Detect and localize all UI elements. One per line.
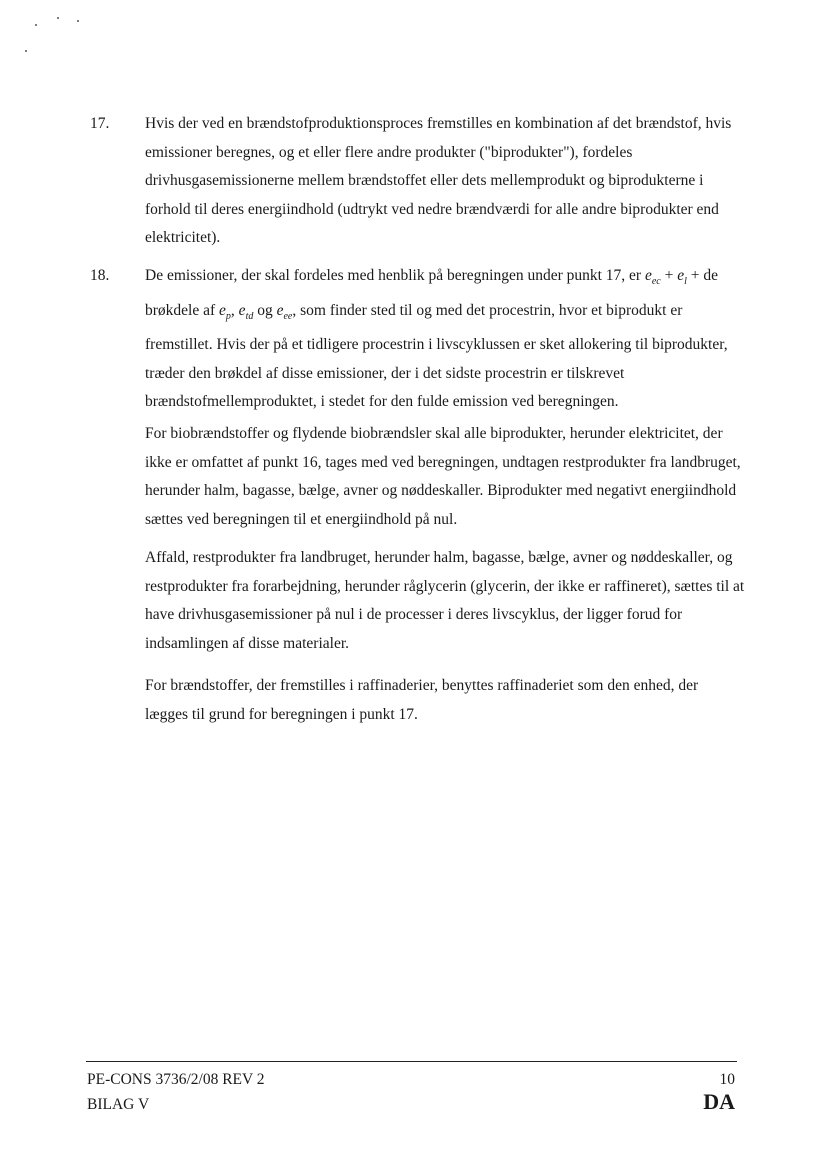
scan-speck [57,17,59,19]
paragraph-text: De emissioner, der skal fordeles med henblik på beregningen under punkt 17, er $e_{ec} + e_l$ + de brøkdele af $e_p$, $e_{td}$ og $e_{ee}$, som finder sted til og med det procestrin, hvor et biprodukt er fremstillet. Hvis der på et tidligere procestrin i livscyklussen er sket allokering til biprodukter, træder den brøkdel af disse emissioner, der i det sidste procestrin er tilskrevet brændstofmellemproduktet, i stedet for den fulde emission ved beregningen. [145,267,728,411]
paragraph-17 [90,110,750,253]
scan-speck [35,24,37,26]
formula-term-el: $e_l$ [677,267,687,288]
page-number: 10 [719,1071,735,1088]
formula-term-etd: $e_{td}$ [238,301,254,322]
footer-divider [86,1061,737,1062]
subparagraph-refineries: For brændstoffer, der fremstilles i raffinaderier, benyttes raffinaderiet som den enhed, der lægges til grund for beregningen i punkt 17. [145,677,699,723]
document-reference: PE-CONS 3736/2/08 REV 2 [87,1071,265,1088]
language-code: DA [703,1089,735,1114]
subparagraph-waste: Affald, restprodukter fra landbruget, herunder halm, bagasse, bælge, avner og nøddeskaller, og restprodukter fra forarbejdning, herunder råglycerin (glycerin, der ikke er raffineret), sættes til at have drivhusgasemissioner på nul i de processer i deres livscyklus, der ligger forud for indsamlingen af disse materialer. [145,549,745,652]
text-segment: de brøkdele af [145,267,719,319]
paragraph-number: 18. [90,267,110,284]
paragraph-18 [90,262,750,417]
formula-term-ep: $e_p$ [219,301,231,322]
text-segment: , som finder sted til og med det procestrin, hvor et biprodukt er fremstillet. Hvis der på et tidligere procestrin i livscyklussen er sket allokering til biprodukter, træder den brøkdel af disse emissioner, der i det sidste procestrin er tilskrevet brændstofmellemproduktet, i stedet for den fulde emission ved beregningen. [145,301,728,411]
formula-term-eec: $e_{ec}$ [644,267,661,288]
paragraph-text: Hvis der ved en brændstofproduktionsproces fremstilles en kombination af det brændstof, hvis emissioner beregnes, og et eller flere andre produkter ("biprodukter"), fordeles drivhusgasemissionerne mellem brændstoffet eller dets mellemprodukt og biprodukterne i forhold til deres energiindhold (udtrykt ved nedre brændværdi for alle andre biprodukter end elektricitet). [145,115,732,246]
annex-label: BILAG V [87,1096,150,1113]
paragraph-number: 17. [90,115,110,132]
subparagraph-byproducts: For biobrændstoffer og flydende biobrændsler skal alle biprodukter, herunder elektricitet, der ikke er omfattet af punkt 16, tages med ved beregningen, undtagen restprodukter fra landbruget, herunder halm, bagasse, bælge, avner og nøddeskaller. Biprodukter med negativt energiindhold sættes ved beregningen til et energiindhold på nul. [145,425,741,528]
text-segment: og [253,301,277,319]
text-segment: De emissioner, der skal fordeles med henblik på beregningen under punkt 17, er [145,267,645,284]
scan-speck [25,50,27,52]
footer-left [87,1067,265,1117]
formula-term-eee: $e_{ee}$ [276,301,293,322]
scan-speck [77,20,79,22]
